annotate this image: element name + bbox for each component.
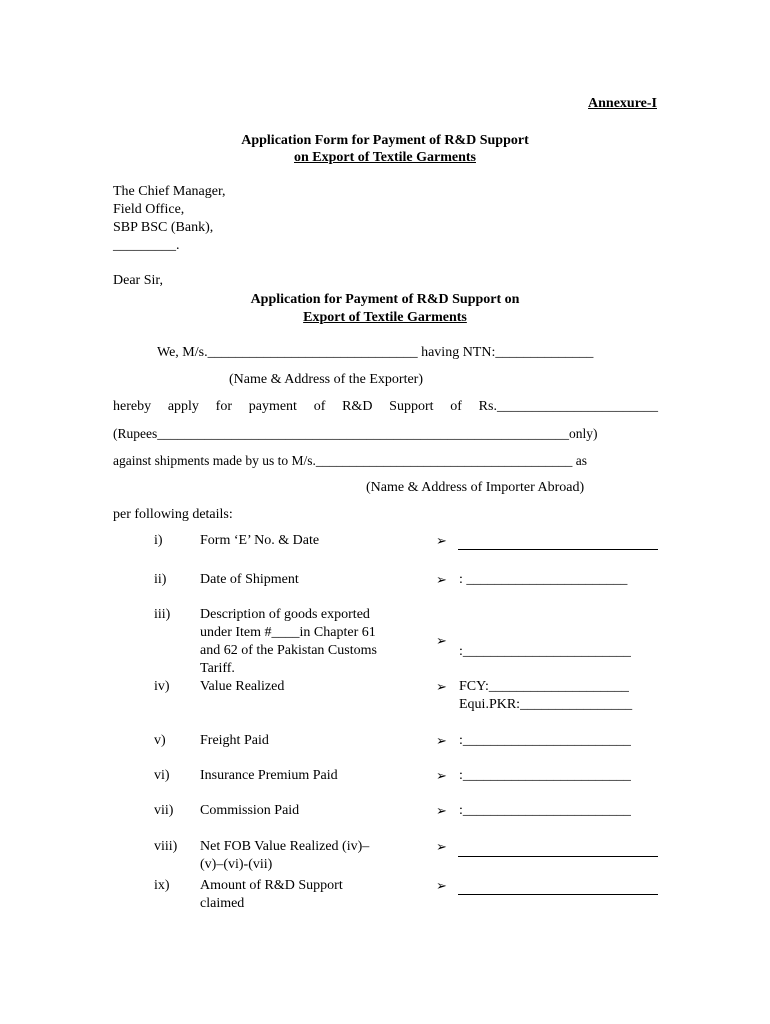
item-number: ii) (154, 572, 167, 587)
item-label: under Item #____in Chapter 61 (200, 625, 376, 640)
item-label: Commission Paid (200, 803, 300, 818)
item-field-pkr: Equi.PKR:________________ (459, 697, 633, 712)
address-line: SBP BSC (Bank), (113, 220, 214, 235)
item-label: and 62 of the Pakistan Customs (200, 643, 377, 658)
item-label: Net FOB Value Realized (iv)– (200, 839, 370, 854)
subject-line1: Application for Payment of R&D Support on (250, 292, 520, 307)
arrow-bullet-icon: ➢ (436, 878, 447, 893)
exporter-caption: (Name & Address of the Exporter) (229, 372, 423, 387)
item-label: Amount of R&D Support (200, 878, 343, 893)
apply-word: apply (167, 399, 199, 414)
item-field: :________________________ (459, 803, 631, 818)
item-label: Freight Paid (200, 733, 269, 748)
item-answer-line (458, 894, 658, 895)
apply-word: payment (248, 399, 297, 414)
arrow-bullet-icon: ➢ (436, 839, 447, 854)
apply-word: hereby (113, 399, 152, 414)
apply-word: Support (389, 399, 434, 414)
importer-caption: (Name & Address of Importer Abroad) (366, 480, 585, 495)
item-label: (v)–(vi)-(vii) (200, 857, 273, 872)
arrow-bullet-icon: ➢ (436, 572, 447, 587)
item-label: Tariff. (200, 661, 235, 676)
item-label: Insurance Premium Paid (200, 768, 338, 783)
item-number: vi) (154, 768, 170, 783)
arrow-bullet-icon: ➢ (436, 633, 447, 648)
per-following: per following details: (113, 507, 233, 522)
item-field: :________________________ (459, 644, 631, 659)
arrow-bullet-icon: ➢ (436, 679, 447, 694)
arrow-bullet-icon: ➢ (436, 803, 447, 818)
arrow-bullet-icon: ➢ (436, 733, 447, 748)
we-ms-line: We, M/s.______________________________ having NTN:______________ (157, 345, 594, 360)
item-number: v) (154, 733, 166, 748)
apply-word: of (450, 399, 462, 414)
apply-word: for (215, 399, 232, 414)
against-line: against shipments made by us to M/s.______________________________________ as (113, 453, 587, 468)
item-field: : _______________________ (459, 572, 628, 587)
item-field: :________________________ (459, 733, 631, 748)
item-number: viii) (154, 839, 178, 854)
apply-word: Rs._______________________ (478, 399, 658, 414)
address-line: The Chief Manager, (113, 184, 226, 199)
item-label: Date of Shipment (200, 572, 299, 587)
item-number: vii) (154, 803, 174, 818)
subject-line2: Export of Textile Garments (303, 310, 467, 325)
apply-word: of (313, 399, 326, 414)
apply-word: R&D (342, 399, 373, 414)
item-number: iii) (154, 607, 171, 622)
item-number: iv) (154, 679, 170, 694)
item-field: :________________________ (459, 768, 631, 783)
form-title-line2: on Export of Textile Garments (294, 150, 476, 165)
item-label: Description of goods exported (200, 607, 370, 622)
item-label: claimed (200, 896, 245, 911)
address-blank: _________. (113, 238, 180, 253)
item-number: ix) (154, 878, 170, 893)
arrow-bullet-icon: ➢ (436, 768, 447, 783)
item-label: Value Realized (200, 679, 285, 694)
item-answer-line (458, 549, 658, 550)
arrow-bullet-icon: ➢ (436, 533, 447, 548)
salutation: Dear Sir, (113, 273, 163, 288)
apply-line (113, 398, 658, 415)
annexure-label: Annexure-I (588, 96, 657, 111)
rupees-line: (Rupees_____________________________________________________________only) (113, 426, 598, 441)
address-line: Field Office, (113, 202, 185, 217)
item-field-fcy: FCY:____________________ (459, 679, 629, 694)
item-number: i) (154, 533, 163, 548)
form-title-line1: Application Form for Payment of R&D Support (241, 133, 529, 148)
item-answer-line (458, 856, 658, 857)
item-label: Form ‘E’ No. & Date (200, 533, 320, 548)
